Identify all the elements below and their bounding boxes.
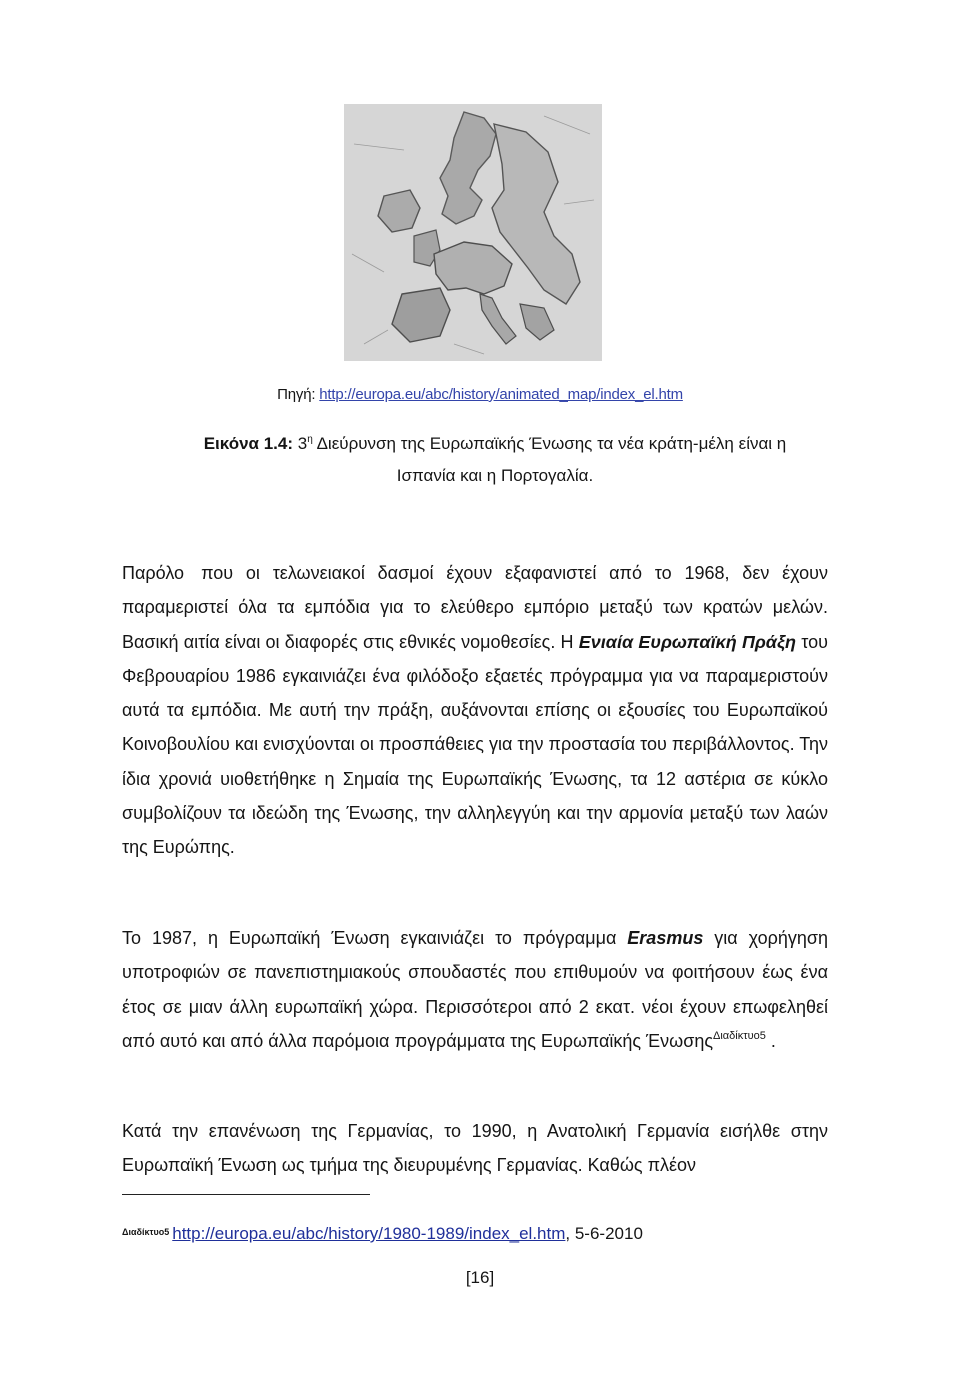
caption-number: 3 — [297, 434, 308, 453]
paragraph-erasmus — [122, 921, 828, 1058]
page-number: [16] — [465, 1268, 495, 1287]
footnote — [122, 1224, 643, 1244]
caption-ordinal: η — [307, 434, 313, 445]
paragraph-german-reunification — [122, 1114, 828, 1183]
footnote-divider — [122, 1194, 370, 1195]
footnote-reference[interactable]: Διαδίκτυο5 — [713, 1029, 766, 1042]
caption-text: Διεύρυνση της Ευρωπαϊκής Ένωσης τα νέα κράτη-μέλη είναι η — [316, 434, 787, 453]
paragraph-text: Το 1987, η Ευρωπαϊκή Ένωση εγκαινιάζει το πρόγραμμα — [122, 928, 628, 948]
paragraph-text: του Φεβρουαρίου 1986 εγκαινιάζει ένα φιλόδοξο εξαετές πρόγραμμα για να παραμεριστούν αυτά τα εμπόδια. Με αυτή την πράξη, αυξάνονται επίσης οι εξουσίες του Ευρωπαϊκού Κοινοβουλίου και ενισχύονται οι προσπάθειες για την προστασία του περιβάλλοντος. Την ίδια χρονιά υιοθετήθηκε η Σημαία της Ευρωπαϊκής Ένωσης, τα 12 αστέρια σε κύκλο συμβολίζουν τα ιδεώδη της Ένωσης, την αλληλεγγύη και την αρμονία μεταξύ των λαών της Ευρώπης. — [122, 631, 828, 858]
paragraph-text: . — [765, 1030, 776, 1051]
footnote-mark: Διαδίκτυο5 — [122, 1227, 170, 1237]
paragraph-text: Κατά την επανένωση της Γερμανίας, το 1990, η Ανατολική Γερμανία εισήλθε στην Ευρωπαϊκή Ένωση ως τμήμα της διευρυμένης Γερμανίας. Καθώς πλέον — [122, 1121, 828, 1176]
emphasis-erasmus: Erasmus — [627, 928, 704, 948]
caption-text-continued: Ισπανία και η Πορτογαλία. — [396, 466, 594, 485]
figure-caption — [150, 428, 840, 492]
paragraph-text: Παρόλο — [122, 563, 185, 583]
footnote-date: , 5-6-2010 — [565, 1224, 643, 1243]
footnote-link[interactable]: http://europa.eu/abc/history/1980-1989/index_el.htm — [172, 1224, 566, 1243]
paragraph-text: για χορήγηση υποτροφιών σε πανεπιστημιακούς σπουδαστές που επιθυμούν να φοιτήσουν έως ένα έτος σε μιαν άλλη ευρωπαϊκή χώρα. Περισσότεροι από 2 εκατ. νέοι έχουν επωφεληθεί από αυτό και από άλλα παρόμοια προγράμματα της Ευρωπαϊκής Ένωσης — [122, 928, 828, 1051]
europe-map-icon — [344, 104, 602, 361]
emphasis-single-european-act: Ενιαία Ευρωπαϊκή Πράξη — [578, 631, 797, 652]
source-label: Πηγή: — [277, 386, 316, 403]
paragraph-single-european-act — [122, 556, 828, 865]
caption-label: Εικόνα 1.4: — [203, 434, 294, 453]
source-link[interactable]: http://europa.eu/abc/history/animated_map/index_el.htm — [319, 386, 683, 403]
europe-map-figure — [344, 104, 602, 361]
figure-source — [0, 386, 960, 403]
paragraph-text: που οι τελωνειακοί δασμοί έχουν εξαφανιστεί από το 1968, δεν έχουν παραμεριστεί όλα τα εμπόδια για το ελεύθερο εμπόριο μεταξύ των κρατών μελών. Βασική αιτία είναι οι διαφορές στις εθνικές νομοθεσίες. Η — [122, 563, 828, 652]
